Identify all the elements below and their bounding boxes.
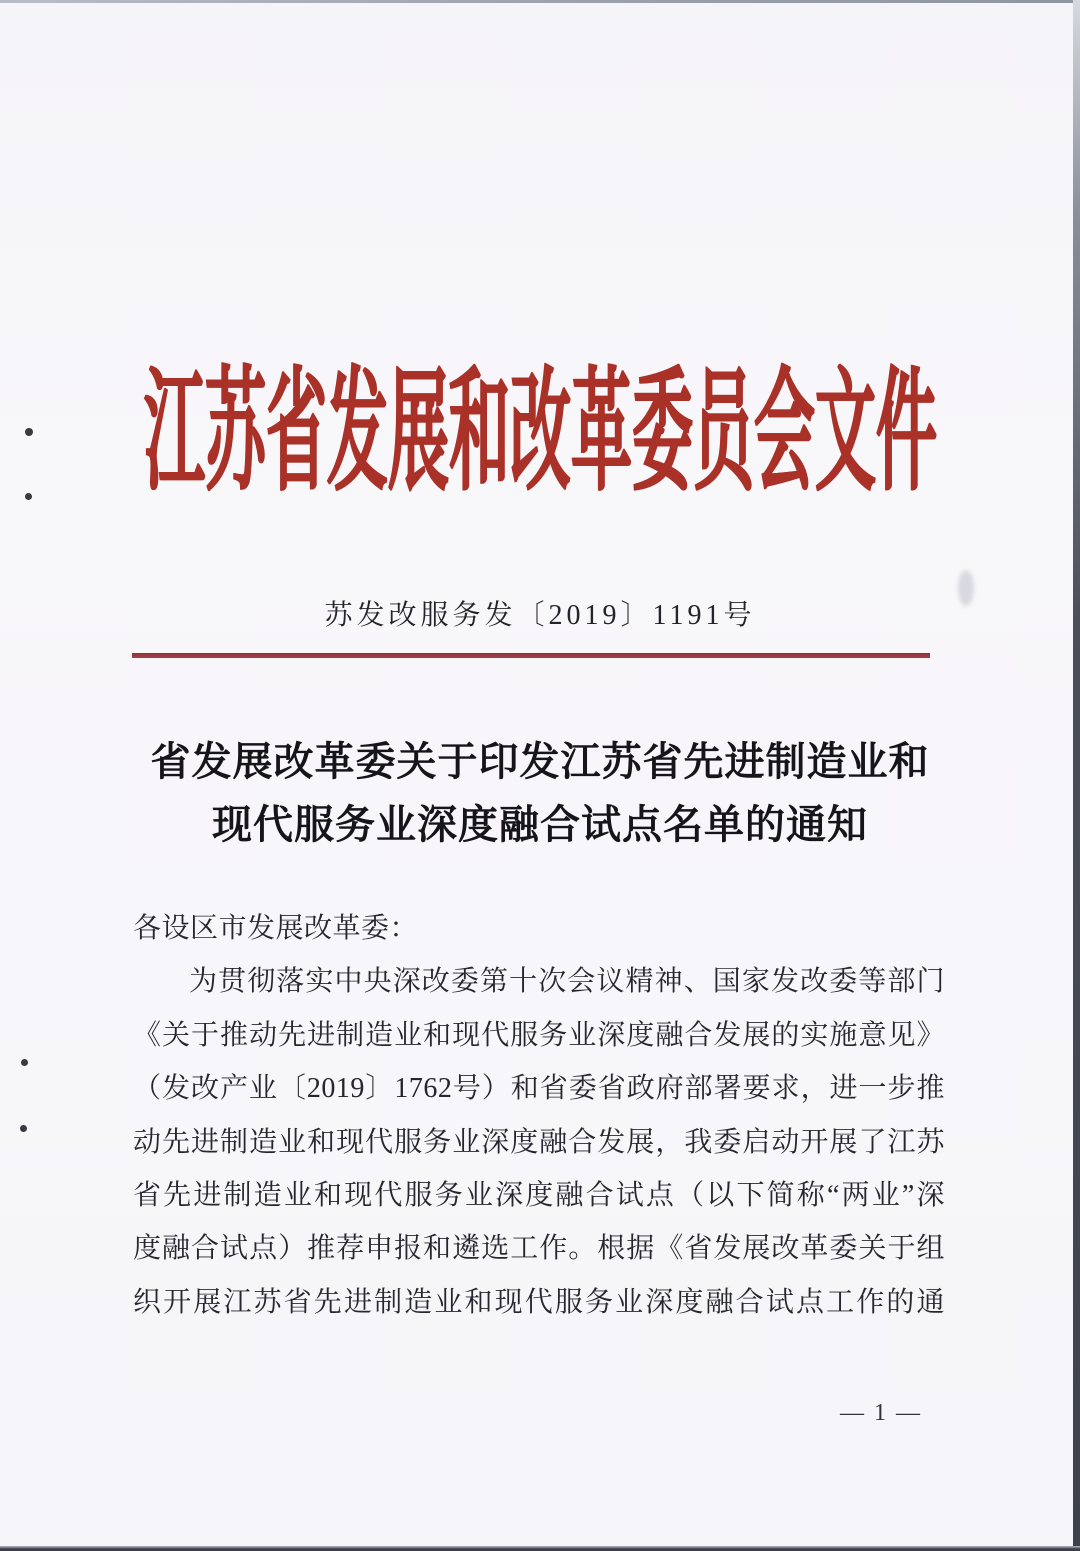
page-number: — 1 — — [840, 1400, 922, 1426]
body-line: 度融合试点）推荐申报和遴选工作。根据《省发展改革委关于组 — [133, 1233, 945, 1265]
body-line: 织开展江苏省先进制造业和现代服务业深度融合试点工作的通 — [133, 1286, 945, 1318]
red-divider-rule — [132, 653, 930, 658]
body-line: 《关于推动先进制造业和现代服务业深度融合发展的实施意见》 — [133, 1019, 945, 1051]
body-line: 动先进制造业和现代服务业深度融合发展，我委启动开展了江苏 — [133, 1126, 945, 1158]
scan-edge-top — [0, 0, 1080, 3]
body-line: 省先进制造业和现代服务业深度融合试点（以下简称“两业”深 — [133, 1180, 945, 1212]
scan-edge-bottom — [0, 1546, 1080, 1551]
document-reference-number: 苏发改服务发〔2019〕1191号 — [324, 600, 756, 631]
document-title-line-2: 现代服务业深度融合试点名单的通知 — [212, 802, 868, 847]
body-line: 为贯彻落实中央深改委第十次会议精神、国家发改委等部门 — [189, 966, 945, 998]
scan-speck — [21, 1059, 28, 1066]
scan-speck — [20, 1125, 27, 1132]
document-title — [0, 730, 1080, 856]
salutation-line: 各设区市发展改革委： — [133, 913, 419, 944]
document-body — [133, 902, 945, 1329]
agency-letterhead-title: 江苏省发展和改革委员会文件 — [143, 361, 937, 509]
document-title-line-1: 省发展改革委关于印发江苏省先进制造业和 — [150, 739, 930, 784]
body-line: （发改产业〔2019〕1762号）和省委省政府部署要求，进一步推 — [133, 1073, 945, 1105]
